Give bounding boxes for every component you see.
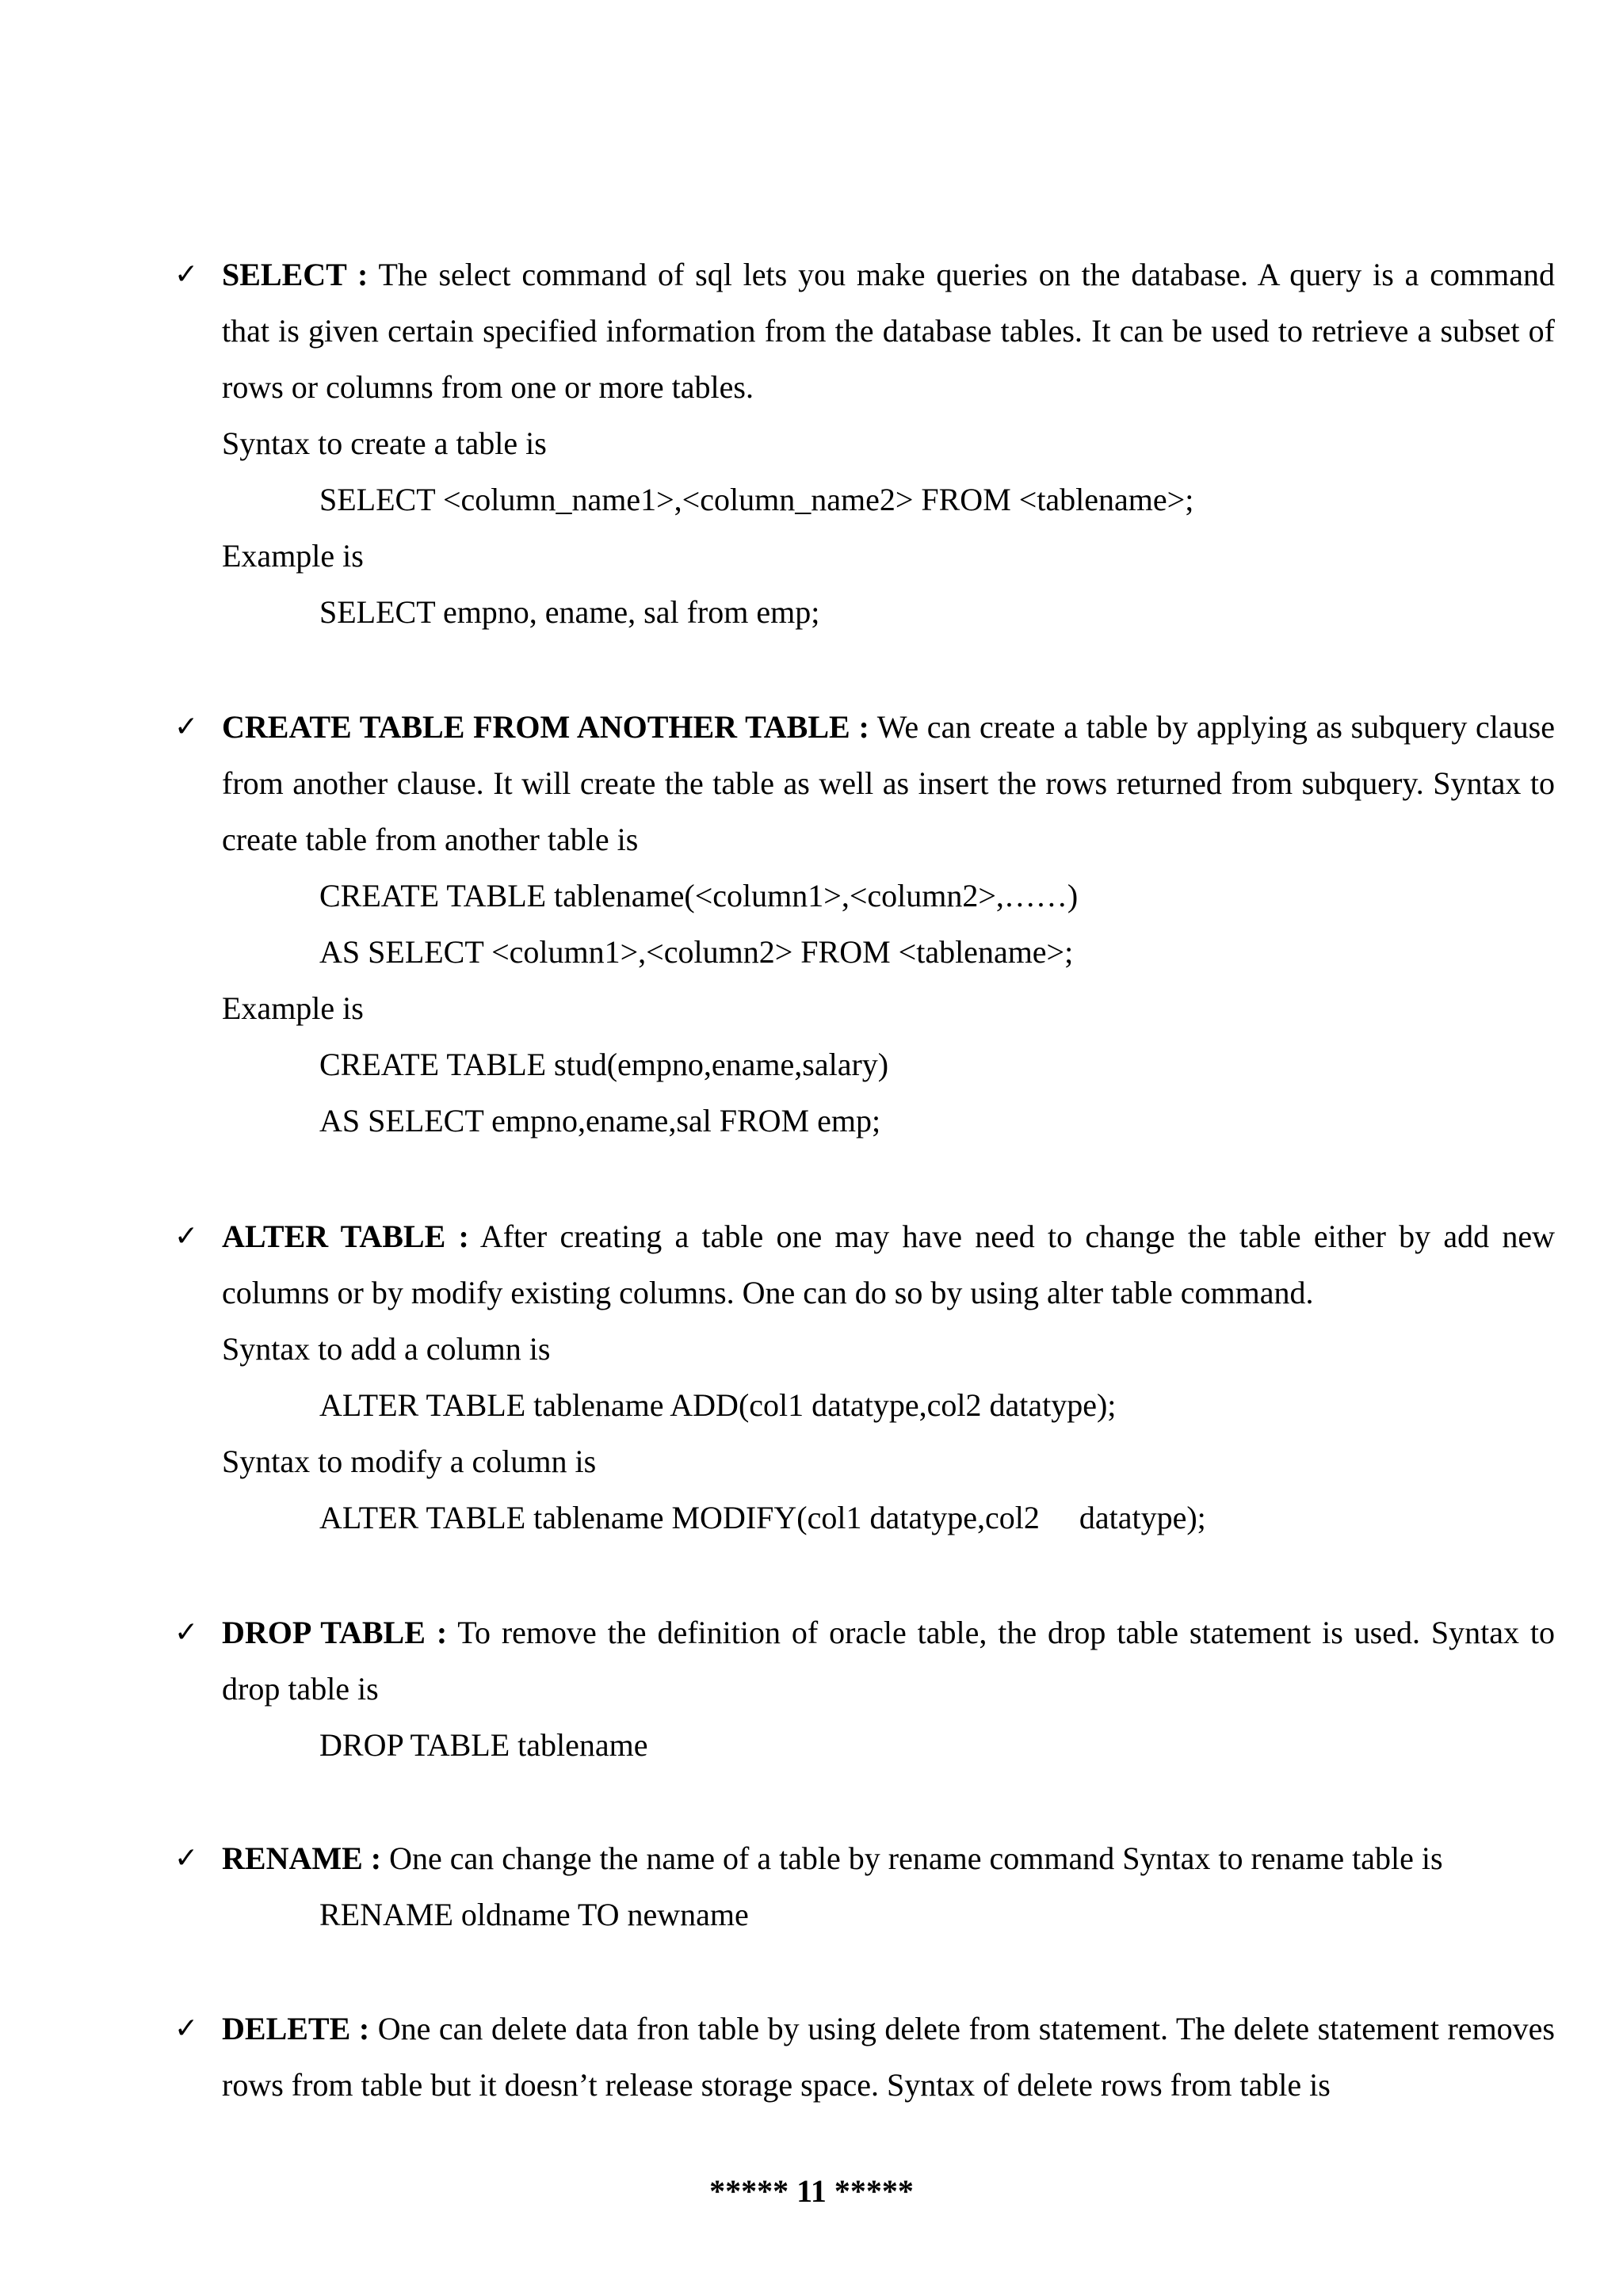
alter-modify-label: Syntax to modify a column is: [222, 1444, 597, 1479]
alter-add-label: Syntax to add a column is: [222, 1331, 551, 1367]
create-example-code-1: CREATE TABLE stud(empno,ename,salary): [319, 1047, 889, 1082]
section-create-from: [174, 699, 1555, 1149]
drop-paragraph: [222, 1604, 1555, 1717]
delete-heading: DELETE :: [222, 2011, 370, 2046]
create-heading: CREATE TABLE FROM ANOTHER TABLE :: [222, 709, 869, 745]
checkmark-icon: ✓: [174, 2012, 199, 2045]
select-heading: SELECT :: [222, 257, 369, 292]
create-text: We can create a table by applying as subquery clause from another clause. It will create the table as well as insert the rows returned from subquery. Syntax to create table from another table is: [222, 709, 1555, 857]
alter-text: After creating a table one may have need to change the table either by add new columns or by modify existing columns. One can do so by using alter table command.: [222, 1219, 1555, 1310]
create-example-code-2: AS SELECT empno,ename,sal FROM emp;: [319, 1103, 881, 1138]
section-rename: [174, 1830, 1555, 1943]
select-paragraph: [222, 246, 1555, 415]
create-example-label: Example is: [222, 990, 364, 1026]
checkmark-icon: ✓: [174, 1616, 199, 1649]
checkmark-icon: ✓: [174, 1220, 199, 1253]
drop-heading: DROP TABLE :: [222, 1615, 448, 1650]
section-alter: [174, 1208, 1555, 1546]
alter-add-code: ALTER TABLE tablename ADD(col1 datatype,col2 datatype);: [319, 1387, 1117, 1423]
checkmark-icon: ✓: [174, 1842, 199, 1875]
alter-heading: ALTER TABLE :: [222, 1219, 469, 1254]
section-delete: [174, 2000, 1555, 2113]
delete-text: One can delete data fron table by using delete from statement. The delete statement removes rows from table but it doesn’t release storage space. Syntax of delete rows from table is: [222, 2011, 1555, 2103]
section-drop: [174, 1604, 1555, 1773]
rename-paragraph: [222, 1830, 1555, 1886]
rename-heading: RENAME :: [222, 1840, 382, 1876]
select-text: The select command of sql lets you make queries on the database. A query is a command that is given certain specified information from the database tables. It can be used to retrieve a subset of rows or columns from one or more tables.: [222, 257, 1555, 405]
create-syntax-code-2: AS SELECT <column1>,<column2> FROM <tablename>;: [319, 934, 1074, 970]
select-example-label: Example is: [222, 538, 364, 574]
rename-text: One can change the name of a table by rename command Syntax to rename table is: [381, 1840, 1443, 1876]
rename-code: RENAME oldname TO newname: [319, 1897, 749, 1932]
create-syntax-code-1: CREATE TABLE tablename(<column1>,<column2>,……): [319, 878, 1079, 913]
drop-code: DROP TABLE tablename: [319, 1727, 648, 1763]
alter-paragraph: [222, 1208, 1555, 1321]
section-select: [174, 246, 1555, 640]
delete-paragraph: [222, 2000, 1555, 2113]
alter-modify-code: ALTER TABLE tablename MODIFY(col1 datatype,col2 datatype);: [319, 1500, 1206, 1535]
create-paragraph: [222, 699, 1555, 868]
page-number-footer: ***** 11 *****: [709, 2173, 914, 2209]
checkmark-icon: ✓: [174, 711, 199, 743]
drop-text: To remove the definition of oracle table, the drop table statement is used. Syntax to drop table is: [222, 1615, 1555, 1707]
select-example-code: SELECT empno, ename, sal from emp;: [319, 594, 820, 630]
select-syntax-label: Syntax to create a table is: [222, 425, 547, 461]
checkmark-icon: ✓: [174, 258, 199, 291]
select-syntax-code: SELECT <column_name1>,<column_name2> FROM <tablename>;: [319, 482, 1194, 517]
